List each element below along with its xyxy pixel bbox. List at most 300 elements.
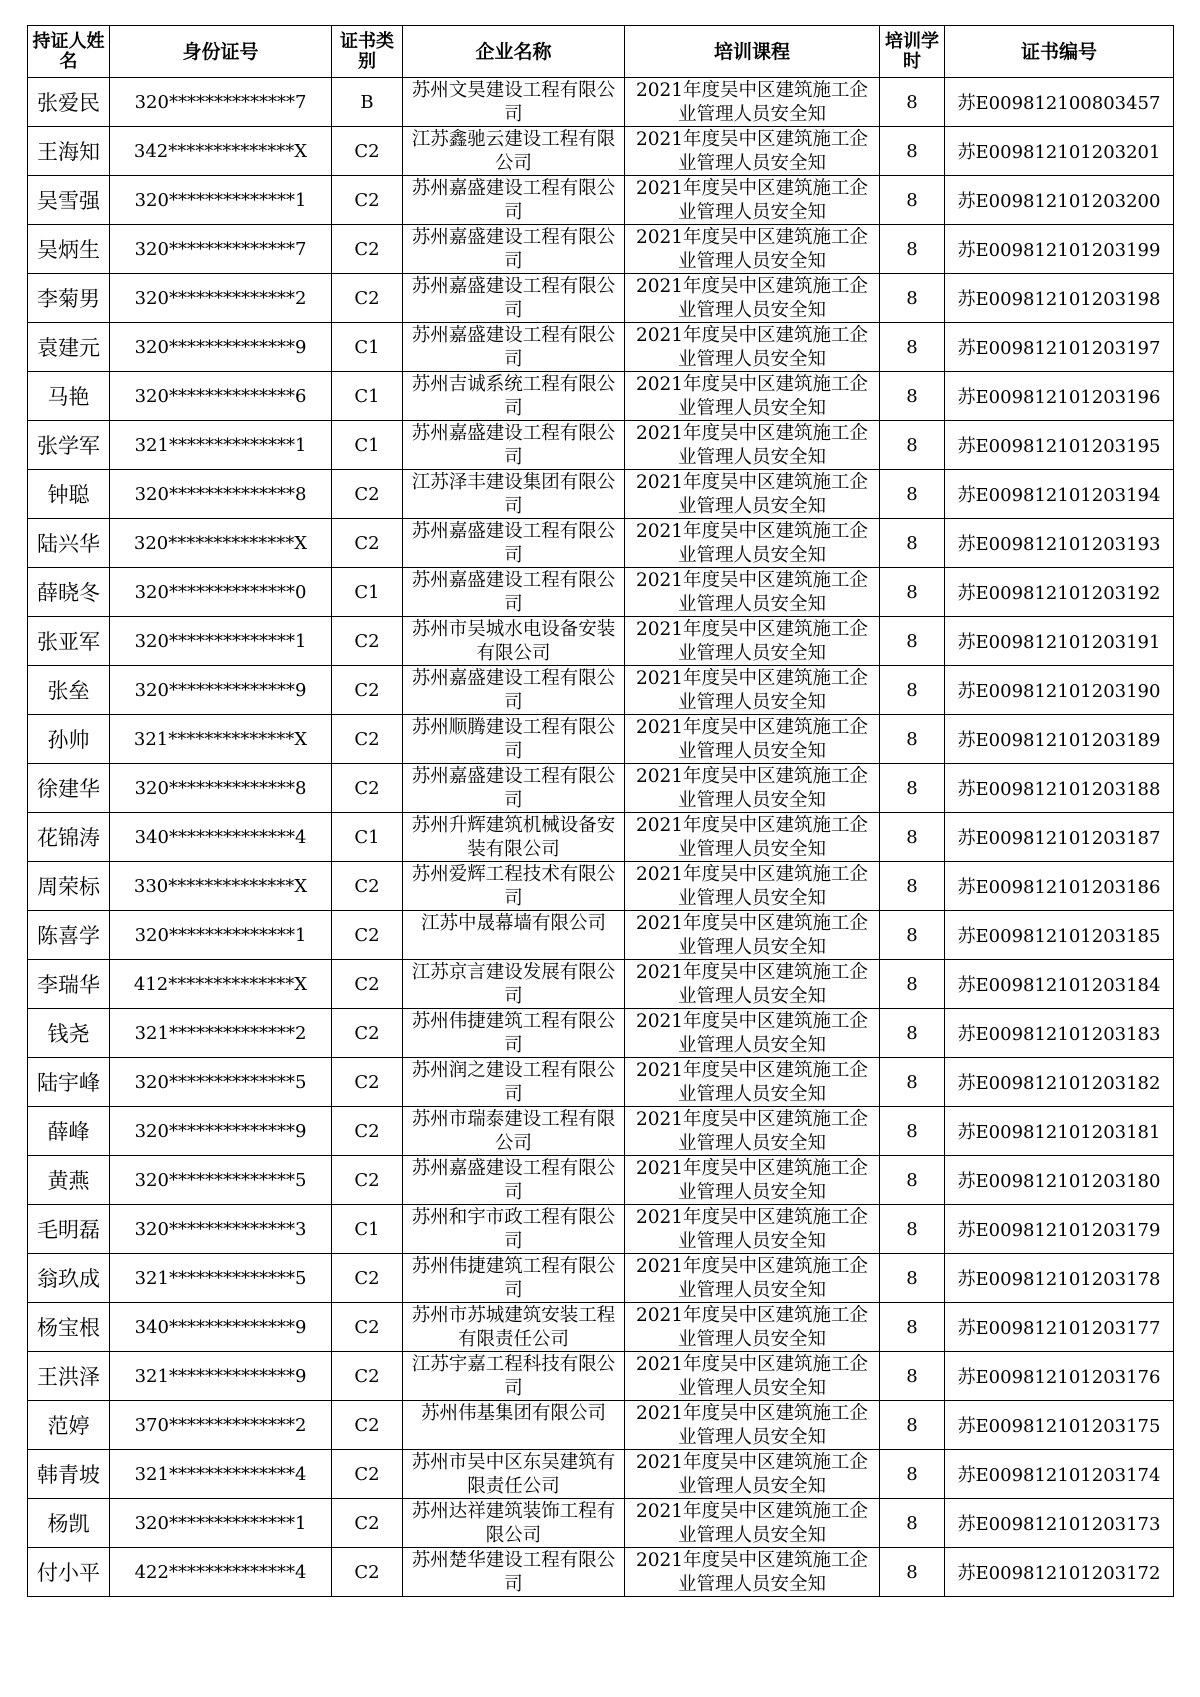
cell-enterprise-text: 苏州嘉盛建设工程有限公司: [411, 569, 616, 615]
cell-cert-no: 苏E009812101203197: [945, 323, 1174, 372]
cell-enterprise-text: 苏州市吴城水电设备安装有限公司: [411, 618, 616, 664]
cell-course-text: 2021年度吴中区建筑施工企业管理人员安全知: [635, 1402, 869, 1448]
cell-cert-no: 苏E009812101203179: [945, 1205, 1174, 1254]
cell-name: 陈喜学: [28, 911, 110, 960]
cell-id: 320**************6: [110, 372, 332, 421]
cell-course: [625, 617, 880, 666]
cell-course: [625, 225, 880, 274]
cell-type: C2: [332, 176, 403, 225]
table-row: [28, 274, 1174, 323]
cell-hours: 8: [880, 519, 945, 568]
table-row: [28, 1205, 1174, 1254]
cell-id: 320**************7: [110, 78, 332, 127]
cell-enterprise: [403, 813, 625, 862]
table-row: [28, 666, 1174, 715]
table-row: [28, 1254, 1174, 1303]
cell-cert-no: 苏E009812101203183: [945, 1009, 1174, 1058]
cell-enterprise-text: 苏州吉诚系统工程有限公司: [411, 373, 616, 419]
cell-course-text: 2021年度吴中区建筑施工企业管理人员安全知: [635, 1451, 869, 1497]
cell-name: 张爱民: [28, 78, 110, 127]
header-course: 培训课程: [625, 26, 880, 78]
cell-enterprise-text: 苏州市苏城建筑安装工程有限责任公司: [411, 1304, 616, 1350]
cell-hours: 8: [880, 421, 945, 470]
cell-enterprise: [403, 470, 625, 519]
cell-hours: 8: [880, 764, 945, 813]
cell-cert-no: 苏E009812101203199: [945, 225, 1174, 274]
cell-enterprise: [403, 960, 625, 1009]
cell-name: 张亚军: [28, 617, 110, 666]
cell-type: C2: [332, 274, 403, 323]
cell-enterprise-text: 苏州和宇市政工程有限公司: [411, 1206, 616, 1252]
table-row: [28, 568, 1174, 617]
header-row: [28, 26, 1174, 78]
cell-hours: 8: [880, 862, 945, 911]
cell-course-text: 2021年度吴中区建筑施工企业管理人员安全知: [635, 618, 869, 664]
cell-enterprise-text: 苏州伟基集团有限公司: [420, 1402, 606, 1424]
cell-enterprise-text: 苏州嘉盛建设工程有限公司: [411, 324, 616, 370]
table-row: [28, 1548, 1174, 1597]
cell-id: 321**************9: [110, 1352, 332, 1401]
cell-course-text: 2021年度吴中区建筑施工企业管理人员安全知: [635, 177, 869, 223]
cell-name: 王海知: [28, 127, 110, 176]
cell-enterprise: [403, 1205, 625, 1254]
cell-course-text: 2021年度吴中区建筑施工企业管理人员安全知: [635, 275, 869, 321]
cell-enterprise-text: 苏州伟捷建筑工程有限公司: [411, 1010, 616, 1056]
cell-type: C2: [332, 1107, 403, 1156]
cell-id: 320**************9: [110, 666, 332, 715]
cell-enterprise: [403, 1058, 625, 1107]
cell-hours: 8: [880, 617, 945, 666]
cell-enterprise-text: 苏州楚华建设工程有限公司: [411, 1549, 616, 1595]
cell-hours: 8: [880, 1499, 945, 1548]
cell-course-text: 2021年度吴中区建筑施工企业管理人员安全知: [635, 79, 869, 125]
cell-enterprise: [403, 421, 625, 470]
cell-cert-no: 苏E009812101203180: [945, 1156, 1174, 1205]
cell-type: C2: [332, 1548, 403, 1597]
cell-course: [625, 1303, 880, 1352]
table-row: [28, 764, 1174, 813]
cell-enterprise: [403, 78, 625, 127]
cell-type: B: [332, 78, 403, 127]
cell-course: [625, 1450, 880, 1499]
cell-cert-no: 苏E009812101203186: [945, 862, 1174, 911]
cell-name: 周荣标: [28, 862, 110, 911]
cell-type: C2: [332, 127, 403, 176]
cell-name: 杨凯: [28, 1499, 110, 1548]
cell-cert-no: 苏E009812101203198: [945, 274, 1174, 323]
cell-course-text: 2021年度吴中区建筑施工企业管理人员安全知: [635, 324, 869, 370]
cell-name: 薛晓冬: [28, 568, 110, 617]
cell-id: 340**************4: [110, 813, 332, 862]
table-row: [28, 862, 1174, 911]
cell-cert-no: 苏E009812100803457: [945, 78, 1174, 127]
cell-enterprise-text: 苏州嘉盛建设工程有限公司: [411, 1157, 616, 1203]
cell-id: 320**************1: [110, 617, 332, 666]
cell-type: C2: [332, 519, 403, 568]
cell-id: 320**************5: [110, 1156, 332, 1205]
cell-course: [625, 911, 880, 960]
cell-enterprise: [403, 519, 625, 568]
table-row: [28, 225, 1174, 274]
cell-course-text: 2021年度吴中区建筑施工企业管理人员安全知: [635, 569, 869, 615]
cell-enterprise: [403, 568, 625, 617]
cell-id: 320**************9: [110, 323, 332, 372]
cell-hours: 8: [880, 176, 945, 225]
cell-hours: 8: [880, 715, 945, 764]
table-row: [28, 813, 1174, 862]
table-row: [28, 519, 1174, 568]
cell-id: 342**************X: [110, 127, 332, 176]
cell-enterprise: [403, 372, 625, 421]
cell-enterprise-text: 江苏鑫驰云建设工程有限公司: [411, 128, 616, 174]
cell-cert-no: 苏E009812101203193: [945, 519, 1174, 568]
cell-enterprise-text: 苏州嘉盛建设工程有限公司: [411, 520, 616, 566]
table-row: [28, 78, 1174, 127]
cell-type: C1: [332, 568, 403, 617]
cell-course: [625, 1009, 880, 1058]
cell-id: 320**************7: [110, 225, 332, 274]
cell-course-text: 2021年度吴中区建筑施工企业管理人员安全知: [635, 1255, 869, 1301]
cell-course: [625, 1205, 880, 1254]
cell-type: C2: [332, 1009, 403, 1058]
cell-course: [625, 764, 880, 813]
table-row: [28, 323, 1174, 372]
cell-course: [625, 421, 880, 470]
table-row: [28, 372, 1174, 421]
cell-type: C2: [332, 666, 403, 715]
table-row: [28, 127, 1174, 176]
cell-enterprise: [403, 666, 625, 715]
cell-hours: 8: [880, 225, 945, 274]
cell-id: 320**************2: [110, 274, 332, 323]
cell-type: C2: [332, 1254, 403, 1303]
table-row: [28, 1352, 1174, 1401]
cell-type: C2: [332, 960, 403, 1009]
cell-id: 321**************2: [110, 1009, 332, 1058]
cell-cert-no: 苏E009812101203178: [945, 1254, 1174, 1303]
cell-type: C2: [332, 617, 403, 666]
cell-enterprise-text: 苏州嘉盛建设工程有限公司: [411, 765, 616, 811]
cell-enterprise-text: 苏州文昊建设工程有限公司: [411, 79, 616, 125]
cell-id: 320**************9: [110, 1107, 332, 1156]
cell-enterprise-text: 苏州嘉盛建设工程有限公司: [411, 177, 616, 223]
cell-course: [625, 1401, 880, 1450]
cell-cert-no: 苏E009812101203201: [945, 127, 1174, 176]
cell-enterprise-text: 苏州嘉盛建设工程有限公司: [411, 226, 616, 272]
cell-id: 320**************8: [110, 470, 332, 519]
table-row: [28, 617, 1174, 666]
cell-name: 李菊男: [28, 274, 110, 323]
cell-cert-no: 苏E009812101203176: [945, 1352, 1174, 1401]
cell-name: 钟聪: [28, 470, 110, 519]
cell-course-text: 2021年度吴中区建筑施工企业管理人员安全知: [635, 422, 869, 468]
cell-id: 422**************4: [110, 1548, 332, 1597]
cell-enterprise: [403, 1254, 625, 1303]
cell-type: C1: [332, 323, 403, 372]
cell-enterprise: [403, 1107, 625, 1156]
cell-hours: 8: [880, 1450, 945, 1499]
cell-course: [625, 1548, 880, 1597]
cell-enterprise-text: 苏州嘉盛建设工程有限公司: [411, 667, 616, 713]
cell-type: C2: [332, 1450, 403, 1499]
table-row: [28, 176, 1174, 225]
cell-hours: 8: [880, 1107, 945, 1156]
cell-course: [625, 323, 880, 372]
cell-hours: 8: [880, 1009, 945, 1058]
cell-enterprise: [403, 617, 625, 666]
header-name: 持证人姓名: [28, 26, 110, 78]
cell-course: [625, 666, 880, 715]
cell-course-text: 2021年度吴中区建筑施工企业管理人员安全知: [635, 128, 869, 174]
cell-course-text: 2021年度吴中区建筑施工企业管理人员安全知: [635, 471, 869, 517]
cell-name: 马艳: [28, 372, 110, 421]
cell-course: [625, 813, 880, 862]
cell-type: C2: [332, 1058, 403, 1107]
cell-course-text: 2021年度吴中区建筑施工企业管理人员安全知: [635, 863, 869, 909]
cell-course: [625, 715, 880, 764]
cell-course-text: 2021年度吴中区建筑施工企业管理人员安全知: [635, 1010, 869, 1056]
cell-type: C2: [332, 470, 403, 519]
cell-name: 陆兴华: [28, 519, 110, 568]
cell-hours: 8: [880, 372, 945, 421]
cell-cert-no: 苏E009812101203185: [945, 911, 1174, 960]
cell-name: 张垒: [28, 666, 110, 715]
header-enterprise: 企业名称: [403, 26, 625, 78]
cell-enterprise-text: 苏州嘉盛建设工程有限公司: [411, 275, 616, 321]
cell-cert-no: 苏E009812101203187: [945, 813, 1174, 862]
cell-course-text: 2021年度吴中区建筑施工企业管理人员安全知: [635, 1108, 869, 1154]
cell-hours: 8: [880, 127, 945, 176]
cell-type: C2: [332, 715, 403, 764]
cell-enterprise: [403, 1499, 625, 1548]
cell-type: C1: [332, 421, 403, 470]
cell-course: [625, 960, 880, 1009]
cell-id: 340**************9: [110, 1303, 332, 1352]
cell-name: 钱尧: [28, 1009, 110, 1058]
table-row: [28, 1107, 1174, 1156]
cell-name: 吴炳生: [28, 225, 110, 274]
cell-type: C2: [332, 911, 403, 960]
cell-id: 320**************1: [110, 911, 332, 960]
cell-enterprise: [403, 274, 625, 323]
cell-hours: 8: [880, 813, 945, 862]
cell-hours: 8: [880, 1254, 945, 1303]
cell-id: 321**************5: [110, 1254, 332, 1303]
cell-cert-no: 苏E009812101203181: [945, 1107, 1174, 1156]
cell-type: C1: [332, 372, 403, 421]
cell-hours: 8: [880, 1401, 945, 1450]
cell-course-text: 2021年度吴中区建筑施工企业管理人员安全知: [635, 520, 869, 566]
cell-course: [625, 1352, 880, 1401]
cell-name: 李瑞华: [28, 960, 110, 1009]
cell-enterprise: [403, 715, 625, 764]
cell-course-text: 2021年度吴中区建筑施工企业管理人员安全知: [635, 226, 869, 272]
cell-id: 320**************0: [110, 568, 332, 617]
table-row: [28, 911, 1174, 960]
table-row: [28, 1401, 1174, 1450]
cell-course-text: 2021年度吴中区建筑施工企业管理人员安全知: [635, 1500, 869, 1546]
cell-enterprise: [403, 225, 625, 274]
cell-course-text: 2021年度吴中区建筑施工企业管理人员安全知: [635, 765, 869, 811]
cell-cert-no: 苏E009812101203188: [945, 764, 1174, 813]
header-hours: 培训学时: [880, 26, 945, 78]
cell-enterprise: [403, 1009, 625, 1058]
cell-name: 薛峰: [28, 1107, 110, 1156]
cell-enterprise: [403, 1548, 625, 1597]
cell-enterprise-text: 苏州顺腾建设工程有限公司: [411, 716, 616, 762]
cell-type: C2: [332, 1303, 403, 1352]
cell-course: [625, 1058, 880, 1107]
cell-type: C2: [332, 1156, 403, 1205]
cell-course: [625, 519, 880, 568]
cell-enterprise: [403, 176, 625, 225]
cell-name: 范婷: [28, 1401, 110, 1450]
table-row: [28, 960, 1174, 1009]
cell-cert-no: 苏E009812101203177: [945, 1303, 1174, 1352]
cell-enterprise-text: 苏州润之建设工程有限公司: [411, 1059, 616, 1105]
cell-id: 321**************1: [110, 421, 332, 470]
cell-enterprise: [403, 323, 625, 372]
cell-type: C1: [332, 1205, 403, 1254]
cell-course-text: 2021年度吴中区建筑施工企业管理人员安全知: [635, 667, 869, 713]
cell-type: C2: [332, 225, 403, 274]
cell-enterprise-text: 江苏宇嘉工程科技有限公司: [411, 1353, 616, 1399]
cell-cert-no: 苏E009812101203175: [945, 1401, 1174, 1450]
cell-hours: 8: [880, 1352, 945, 1401]
cell-hours: 8: [880, 960, 945, 1009]
cell-course: [625, 568, 880, 617]
cell-name: 杨宝根: [28, 1303, 110, 1352]
cell-enterprise: [403, 764, 625, 813]
cell-cert-no: 苏E009812101203196: [945, 372, 1174, 421]
cell-cert-no: 苏E009812101203200: [945, 176, 1174, 225]
cell-name: 张学军: [28, 421, 110, 470]
cell-course: [625, 1107, 880, 1156]
cell-cert-no: 苏E009812101203191: [945, 617, 1174, 666]
cell-name: 吴雪强: [28, 176, 110, 225]
cell-name: 付小平: [28, 1548, 110, 1597]
cell-enterprise: [403, 1401, 625, 1450]
cell-cert-no: 苏E009812101203174: [945, 1450, 1174, 1499]
cell-type: C1: [332, 813, 403, 862]
cell-enterprise: [403, 1156, 625, 1205]
cell-id: 320**************5: [110, 1058, 332, 1107]
table-row: [28, 715, 1174, 764]
cell-course: [625, 1156, 880, 1205]
table-row: [28, 1450, 1174, 1499]
header-type: 证书类别: [332, 26, 403, 78]
cell-name: 翁玖成: [28, 1254, 110, 1303]
cell-hours: 8: [880, 1548, 945, 1597]
cell-hours: 8: [880, 666, 945, 715]
cell-type: C2: [332, 862, 403, 911]
cell-id: 321**************4: [110, 1450, 332, 1499]
cell-type: C2: [332, 764, 403, 813]
cell-name: 王洪泽: [28, 1352, 110, 1401]
cell-enterprise-text: 苏州伟捷建筑工程有限公司: [411, 1255, 616, 1301]
cell-course: [625, 372, 880, 421]
cell-course: [625, 127, 880, 176]
cell-hours: 8: [880, 323, 945, 372]
cell-id: 320**************X: [110, 519, 332, 568]
cell-course-text: 2021年度吴中区建筑施工企业管理人员安全知: [635, 1059, 869, 1105]
cell-hours: 8: [880, 274, 945, 323]
cell-cert-no: 苏E009812101203195: [945, 421, 1174, 470]
cell-hours: 8: [880, 470, 945, 519]
cell-id: 412**************X: [110, 960, 332, 1009]
cell-enterprise-text: 苏州升辉建筑机械设备安装有限公司: [411, 814, 616, 860]
cell-enterprise-text: 苏州爱辉工程技术有限公司: [411, 863, 616, 909]
cell-course-text: 2021年度吴中区建筑施工企业管理人员安全知: [635, 373, 869, 419]
cell-enterprise-text: 苏州嘉盛建设工程有限公司: [411, 422, 616, 468]
cell-enterprise: [403, 911, 625, 960]
cell-name: 毛明磊: [28, 1205, 110, 1254]
cell-hours: 8: [880, 1058, 945, 1107]
cell-hours: 8: [880, 911, 945, 960]
cell-id: 320**************1: [110, 176, 332, 225]
cell-enterprise: [403, 127, 625, 176]
cell-course: [625, 470, 880, 519]
cell-name: 韩青坡: [28, 1450, 110, 1499]
cell-course-text: 2021年度吴中区建筑施工企业管理人员安全知: [635, 1549, 869, 1595]
cell-cert-no: 苏E009812101203173: [945, 1499, 1174, 1548]
cell-enterprise-text: 江苏京言建设发展有限公司: [411, 961, 616, 1007]
header-id: 身份证号: [110, 26, 332, 78]
cell-name: 袁建元: [28, 323, 110, 372]
cell-name: 孙帅: [28, 715, 110, 764]
table-row: [28, 1058, 1174, 1107]
cell-type: C2: [332, 1352, 403, 1401]
cell-course-text: 2021年度吴中区建筑施工企业管理人员安全知: [635, 1304, 869, 1350]
cell-course: [625, 176, 880, 225]
cell-id: 330**************X: [110, 862, 332, 911]
cell-enterprise-text: 江苏泽丰建设集团有限公司: [411, 471, 616, 517]
certificate-table: [27, 25, 1174, 1597]
cell-hours: 8: [880, 1205, 945, 1254]
cell-course-text: 2021年度吴中区建筑施工企业管理人员安全知: [635, 1157, 869, 1203]
table-row: [28, 1499, 1174, 1548]
cell-id: 320**************3: [110, 1205, 332, 1254]
cell-enterprise: [403, 1303, 625, 1352]
table-row: [28, 1009, 1174, 1058]
cell-hours: 8: [880, 568, 945, 617]
table-row: [28, 1156, 1174, 1205]
cell-enterprise-text: 江苏中晟幕墙有限公司: [420, 912, 606, 934]
cell-course-text: 2021年度吴中区建筑施工企业管理人员安全知: [635, 961, 869, 1007]
cell-hours: 8: [880, 78, 945, 127]
cell-cert-no: 苏E009812101203192: [945, 568, 1174, 617]
cell-name: 徐建华: [28, 764, 110, 813]
cell-course-text: 2021年度吴中区建筑施工企业管理人员安全知: [635, 716, 869, 762]
cell-type: C2: [332, 1499, 403, 1548]
cell-hours: 8: [880, 1303, 945, 1352]
cell-course-text: 2021年度吴中区建筑施工企业管理人员安全知: [635, 814, 869, 860]
cell-cert-no: 苏E009812101203194: [945, 470, 1174, 519]
cell-cert-no: 苏E009812101203172: [945, 1548, 1174, 1597]
cell-name: 陆宇峰: [28, 1058, 110, 1107]
cell-course-text: 2021年度吴中区建筑施工企业管理人员安全知: [635, 1353, 869, 1399]
cell-type: C2: [332, 1401, 403, 1450]
cell-cert-no: 苏E009812101203189: [945, 715, 1174, 764]
cell-course-text: 2021年度吴中区建筑施工企业管理人员安全知: [635, 1206, 869, 1252]
cell-course: [625, 274, 880, 323]
cell-course-text: 2021年度吴中区建筑施工企业管理人员安全知: [635, 912, 869, 958]
cell-id: 321**************X: [110, 715, 332, 764]
cell-enterprise: [403, 1450, 625, 1499]
cell-name: 黄燕: [28, 1156, 110, 1205]
cell-cert-no: 苏E009812101203190: [945, 666, 1174, 715]
cell-cert-no: 苏E009812101203184: [945, 960, 1174, 1009]
